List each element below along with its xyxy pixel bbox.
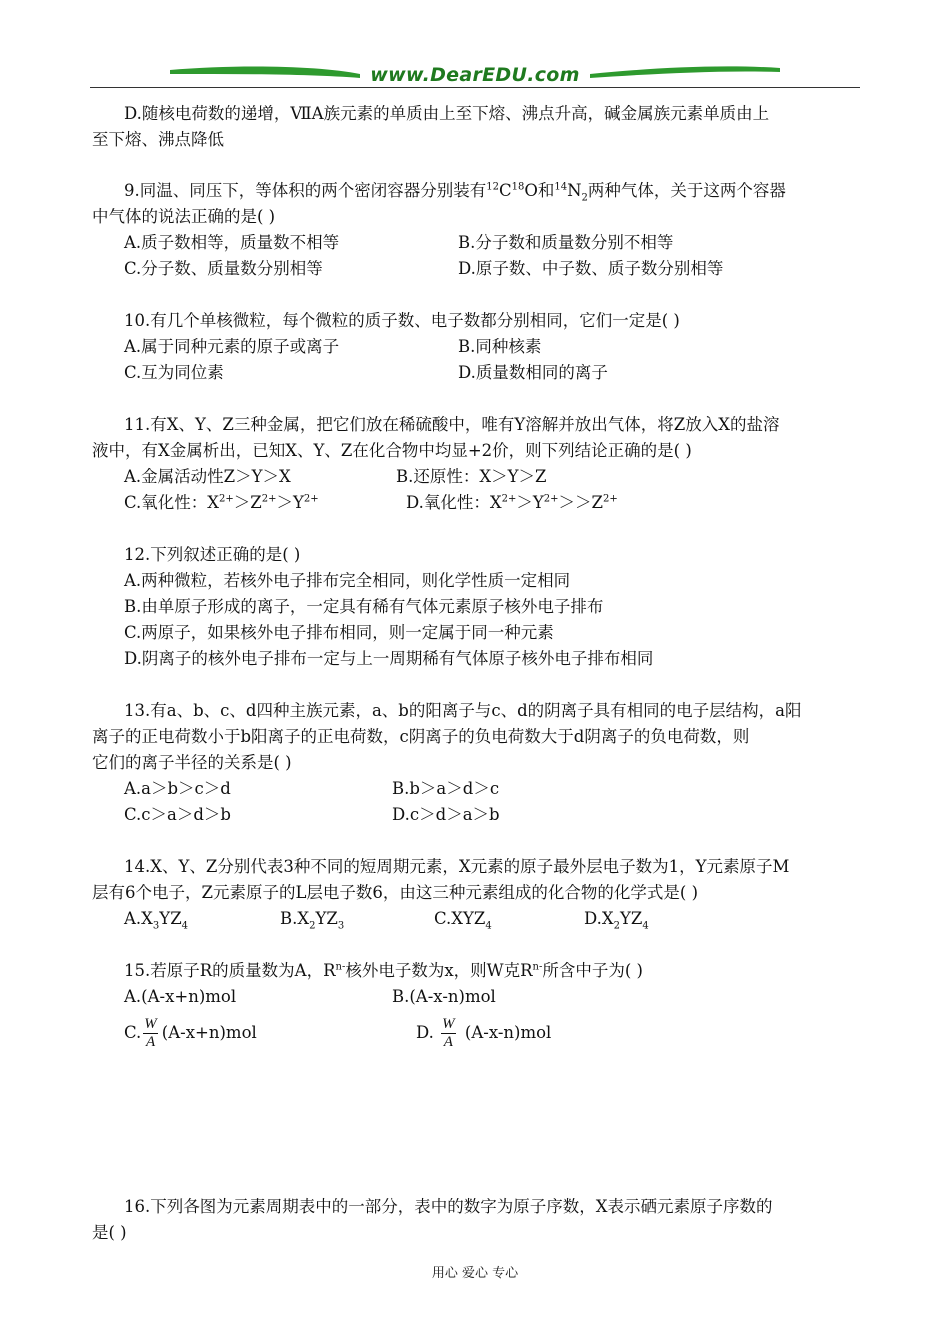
q9-option-b: B.分子数和质量数分别不相等 — [458, 233, 674, 252]
q14-option-a: $A.X_3YZ_4$ — [124, 909, 189, 932]
q12-option-c: C.两原子，如果核外电子排布相同，则一定属于同一种元素 — [124, 623, 554, 642]
q14-option-b: $B.X_2YZ_3$ — [280, 909, 345, 932]
q13-option-c: C.c＞a＞d＞b — [124, 805, 231, 824]
q9-stem-line2: 中气体的说法正确的是( ) — [92, 207, 276, 226]
q11-option-a: A.金属活动性Z＞Y＞X — [124, 467, 291, 486]
q13-stem-line2: 离子的正电荷数小于b阳离子的正电荷数，c阴离子的负电荷数大于d阴离子的负电荷数，则 — [92, 727, 750, 746]
q14-option-c: $C.XYZ_4$ — [434, 909, 492, 932]
q11-stem-line2: 液中，有X金属析出，已知X、Y、Z在化合物中均显+2价，则下列结论正确的是( ) — [92, 441, 692, 460]
q8-option-d-line2: 至下熔、沸点降低 — [92, 130, 224, 149]
fraction-w-over-a: $\frac{W}{A}$ — [144, 1016, 157, 1050]
q16-stem-line1: 16.下列各图为元素周期表中的一部分，表中的数字为原子序数，X表示硒元素原子序数的 — [124, 1197, 773, 1216]
q11-stem-line1: 11.有X、Y、Z三种金属，把它们放在稀硫酸中，唯有Y溶解并放出气体，将Z放入X的盐溶 — [124, 415, 780, 434]
q15-option-d: D. $\frac{W}{A}$ (A-x-n)mol — [416, 1016, 552, 1050]
q9-stem-line1: 9.同温、同压下，等体积的两个密闭容器分别装有$^{12}C^{18}O$和$^{14}N_2$两种气体，关于这两个容器 — [124, 181, 786, 204]
site-logo-banner — [90, 60, 860, 90]
q8-option-d-line1: D.随核电荷数的递增，ⅦA族元素的单质由上至下熔、沸点升高，碱金属族元素单质由上 — [124, 104, 770, 123]
q15-stem: 15.若原子R的质量数为A，$R^{n-}$核外电子数为x，则W克$R^{n-}$所含中子为( ) — [124, 961, 643, 980]
q10-option-d: D.质量数相同的离子 — [458, 363, 608, 382]
fraction-w-over-a: $\frac{W}{A}$ — [442, 1016, 455, 1050]
q12-stem: 12.下列叙述正确的是( ) — [124, 545, 301, 564]
q10-option-c: C.互为同位素 — [124, 363, 224, 382]
q12-option-b: B.由单原子形成的离子，一定具有稀有气体元素原子核外电子排布 — [124, 597, 604, 616]
q16-stem-line2: 是( ) — [92, 1223, 127, 1242]
q15-option-a: A.(A-x+n)mol — [124, 987, 237, 1006]
q12-option-a: A.两种微粒，若核外电子排布完全相同，则化学性质一定相同 — [124, 571, 571, 590]
q15-option-c: C. $\frac{W}{A}$ (A-x+n)mol — [124, 1016, 257, 1050]
q11-option-c: C.氧化性：$X^{2+}>Z^{2+}>Y^{2+}$ — [124, 493, 319, 512]
q9-option-d: D.原子数、中子数、质子数分别相等 — [458, 259, 724, 278]
logo-text: www.DearEDU.com — [370, 64, 580, 86]
q14-option-d: $D.X_2YZ_4$ — [584, 909, 649, 932]
q10-option-b: B.同种核素 — [458, 337, 542, 356]
q15-option-b: B.(A-x-n)mol — [392, 987, 496, 1006]
header-rule — [90, 87, 860, 88]
q13-option-b: B.b＞a＞d＞c — [392, 779, 500, 798]
q11-option-d: D.氧化性：$X^{2+}>Y^{2+}>>Z^{2+}$ — [406, 493, 618, 512]
q13-option-a: A.a＞b＞c＞d — [124, 779, 231, 798]
q14-stem-line1: 14.X、Y、Z分别代表3种不同的短周期元素，X元素的原子最外层电子数为1，Y元素原子M — [124, 857, 790, 876]
page-footer: 用心 爱心 专心 — [431, 1266, 519, 1281]
q13-option-d: D.c＞d＞a＞b — [392, 805, 500, 824]
q11-option-b: B.还原性：X＞Y＞Z — [396, 467, 547, 486]
q14-stem-line2: 层有6个电子，Z元素原子的L层电子数6，由这三种元素组成的化合物的化学式是( ) — [92, 883, 699, 902]
q10-stem: 10.有几个单核微粒，每个微粒的质子数、电子数都分别相同，它们一定是( ) — [124, 311, 680, 330]
q10-option-a: A.属于同种元素的原子或离子 — [124, 337, 340, 356]
q9-option-c: C.分子数、质量数分别相等 — [124, 259, 323, 278]
q12-option-d: D.阴离子的核外电子排布一定与上一周期稀有气体原子核外电子排布相同 — [124, 649, 654, 668]
q13-stem-line1: 13.有a、b、c、d四种主族元素，a、b的阳离子与c、d的阴离子具有相同的电子层结构，a阳 — [124, 701, 802, 720]
q13-stem-line3: 它们的离子半径的关系是( ) — [92, 753, 292, 772]
q9-option-a: A.质子数相等，质量数不相等 — [124, 233, 340, 252]
